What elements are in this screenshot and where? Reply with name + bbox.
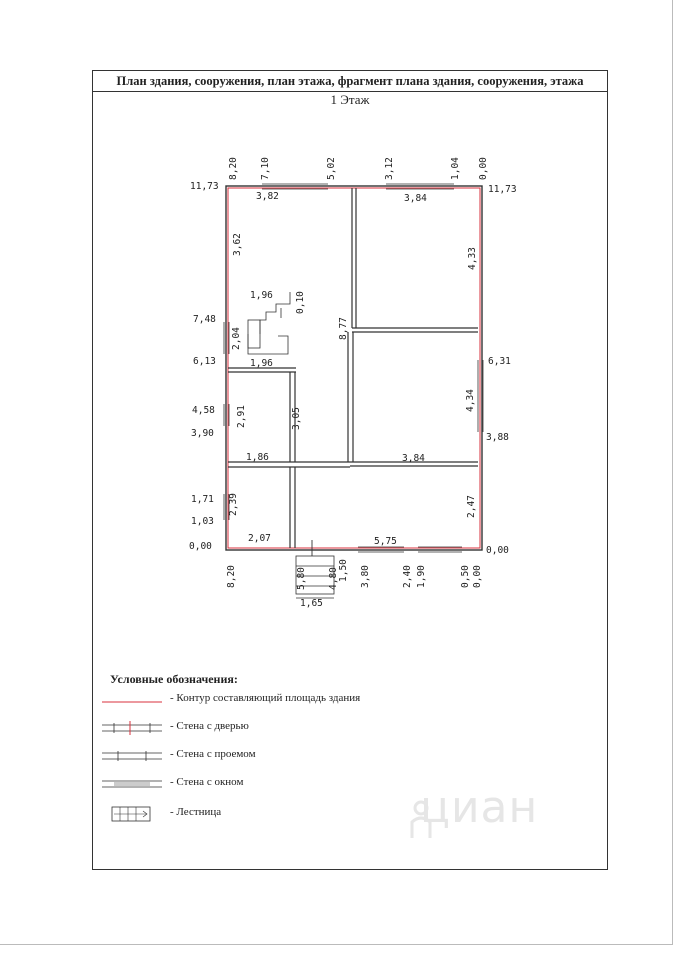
bottom-mark: 0,00 [472,565,483,588]
bottom-axis-marks [226,559,483,590]
dim-bottom-left-height: 2,39 [228,493,239,516]
bottom-mark: 1,50 [338,559,349,582]
watermark-text: циан [420,782,539,833]
dim-porch-width: 1,65 [300,598,323,609]
dim-right-mid-height: 4,34 [465,389,476,412]
bottom-mark: 4,80 [328,567,339,590]
legend-item-opening [100,746,420,764]
dim-top-right-width: 3,84 [404,193,427,204]
plan-header-title: План здания, сооружения, план этажа, фрагмент плана здания, сооружения, этажа [92,70,608,92]
left-mark: 1,03 [191,516,214,527]
dim-stair-height: 2,04 [231,327,242,350]
left-mark: 6,13 [193,356,216,367]
right-mark: 6,31 [488,356,511,367]
dim-stair-width-bottom: 1,96 [250,358,273,369]
right-axis-marks [486,184,517,556]
wall-with-window-icon [100,776,164,792]
dim-bottom-right-height: 2,47 [466,495,477,518]
dim-stair-gap: 0,10 [295,291,306,314]
legend-label: - Контур составляющий площадь здания [170,692,361,704]
staircase [248,292,290,354]
left-mark: 11,73 [190,181,219,192]
top-axis-marks [228,157,489,180]
legend-item-staircase [100,804,420,822]
legend-item-door [100,718,420,736]
floor-title: 1 Этаж [330,92,370,107]
bottom-mark: 0,50 [460,565,471,588]
dim-stair-width-top: 1,96 [250,290,273,301]
legend-label: - Лестница [170,806,222,818]
dim-right-top-height: 4,33 [467,247,478,270]
bottom-mark: 3,80 [360,565,371,588]
top-mark: 0,00 [478,157,489,180]
bottom-mark: 8,20 [226,565,237,588]
right-mark: 3,88 [486,432,509,443]
left-mark: 7,48 [193,314,216,325]
top-mark: 3,12 [384,157,395,180]
left-mark: 3,90 [191,428,214,439]
dim-left-height-top: 3,62 [232,233,243,256]
red-contour-line-icon [100,692,164,708]
dim-bottom-right-width: 5,75 [374,536,397,547]
legend-title: Условные обозначения: [110,672,238,686]
left-mark: 1,71 [191,494,214,505]
bottom-mark: 1,90 [416,565,427,588]
top-mark: 5,02 [326,157,337,180]
right-mark: 11,73 [488,184,517,195]
wall-with-door-icon [100,720,164,736]
legend-item-window [100,774,420,792]
top-mark: 8,20 [228,157,239,180]
legend-label: - Стена с дверью [170,720,249,732]
legend-label: - Стена с проемом [170,748,256,760]
dim-right-mid-width: 3,84 [402,453,425,464]
bottom-mark: 5,80 [296,567,307,590]
dim-top-left-width: 3,82 [256,191,279,202]
left-mark: 4,58 [192,405,215,416]
wall-with-opening-icon [100,748,164,764]
legend-item-contour [100,690,420,708]
staircase-icon [100,806,164,822]
dim-small-room-height: 2,91 [236,405,247,428]
legend-label: - Стена с окном [170,776,244,788]
dim-bottom-left-width: 2,07 [248,533,271,544]
top-mark: 1,04 [450,157,461,180]
top-mark: 7,10 [260,157,271,180]
dim-corridor-height: 8,77 [338,317,349,340]
dim-small-room-width: 1,86 [246,452,269,463]
bottom-mark: 2,40 [402,565,413,588]
dim-small-room-height-b: 3,05 [291,407,302,430]
right-mark: 0,00 [486,545,509,556]
left-axis-marks [189,181,219,552]
left-mark: 0,00 [189,541,212,552]
